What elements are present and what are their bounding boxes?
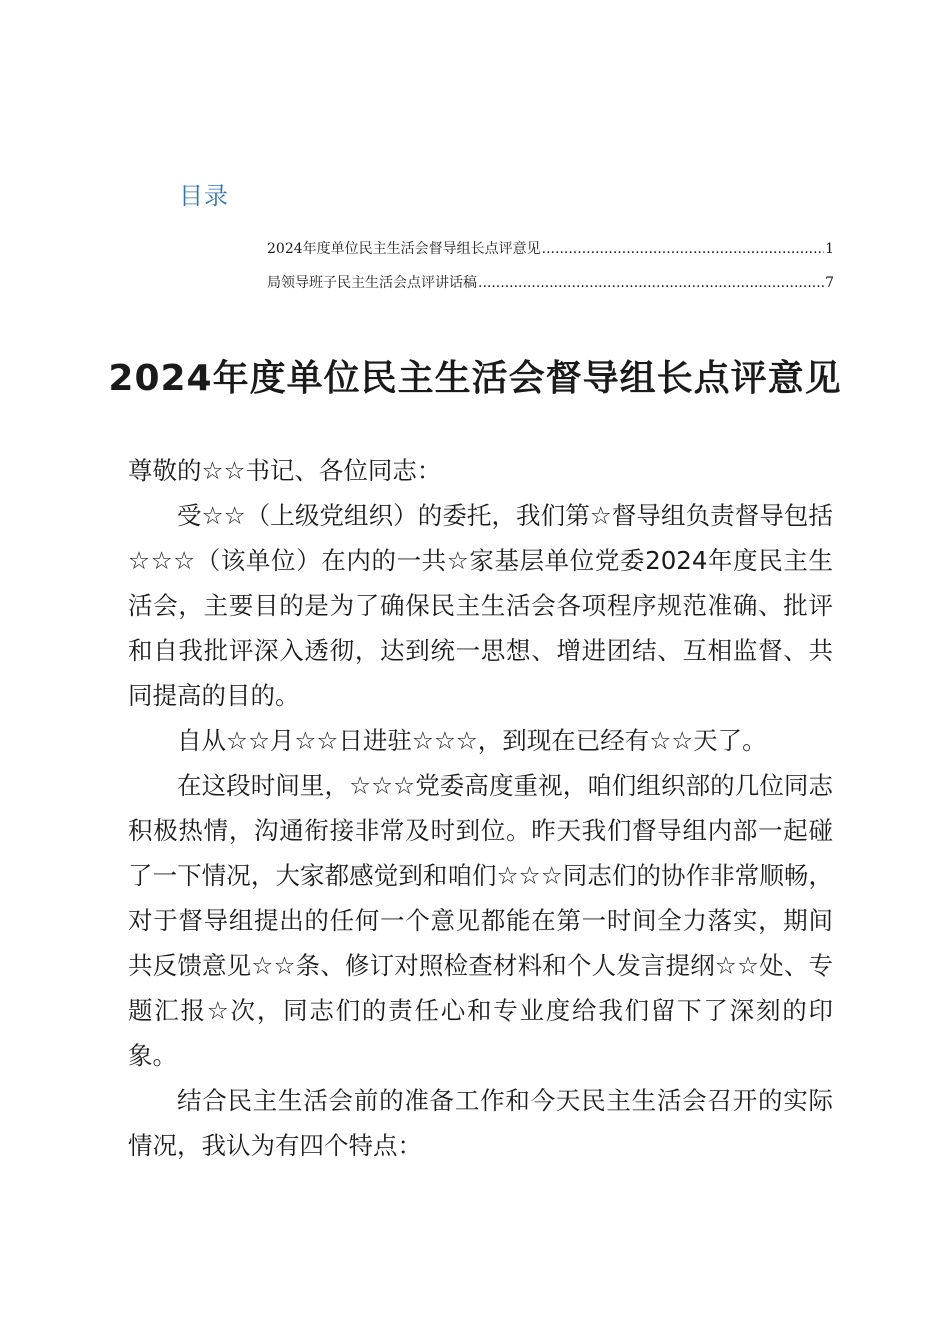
- toc-entry[interactable]: [267, 272, 834, 306]
- toc-leader-dots: [542, 241, 824, 257]
- body-paragraph: 结合民主生活会前的准备工作和今天民主生活会召开的实际情况，我认为有四个特点：: [128, 1086, 833, 1160]
- toc-leader-dots: [478, 275, 824, 291]
- table-of-contents: [267, 238, 834, 306]
- body-paragraph: 在这段时间里，☆☆☆党委高度重视，咱们组织部的几位同志积极热情，沟通衔接非常及时到位。昨天我们督导组内部一起碰了一下情况，大家都感觉到和咱们☆☆☆同志们的协作非常顺畅，对于督导组提出的任何一个意见都能在第一时间全力落实，期间共反馈意见☆☆条、修订对照检查材料和个人发言提纲☆☆处、专题汇报☆次，同志们的责任心和专业度给我们留下了深刻的印象。: [128, 771, 833, 1070]
- salutation: 尊敬的☆☆书记、各位同志：: [128, 456, 442, 485]
- document-body: [128, 448, 833, 1168]
- toc-entry-page: 7: [825, 275, 834, 291]
- body-paragraph: 自从☆☆月☆☆日进驻☆☆☆，到现在已经有☆☆天了。: [177, 726, 767, 755]
- toc-heading: 目录: [179, 182, 229, 210]
- body-paragraph: 受☆☆（上级党组织）的委托，我们第☆督导组负责督导包括☆☆☆（该单位）在内的一共☆家基层单位党委2024年度民主生活会，主要目的是为了确保民主生活会各项程序规范准确、批评和自我批评深入透彻，达到统一思想、增进团结、互相监督、共同提高的目的。: [128, 501, 833, 710]
- toc-entry-title: 2024年度单位民主生活会督导组长点评意见: [267, 241, 541, 257]
- toc-entry-title: 局领导班子民主生活会点评讲话稿: [267, 275, 477, 291]
- toc-entry-page: 1: [825, 241, 834, 257]
- toc-entry[interactable]: [267, 238, 834, 272]
- document-title: 2024年度单位民主生活会督导组长点评意见: [108, 358, 842, 399]
